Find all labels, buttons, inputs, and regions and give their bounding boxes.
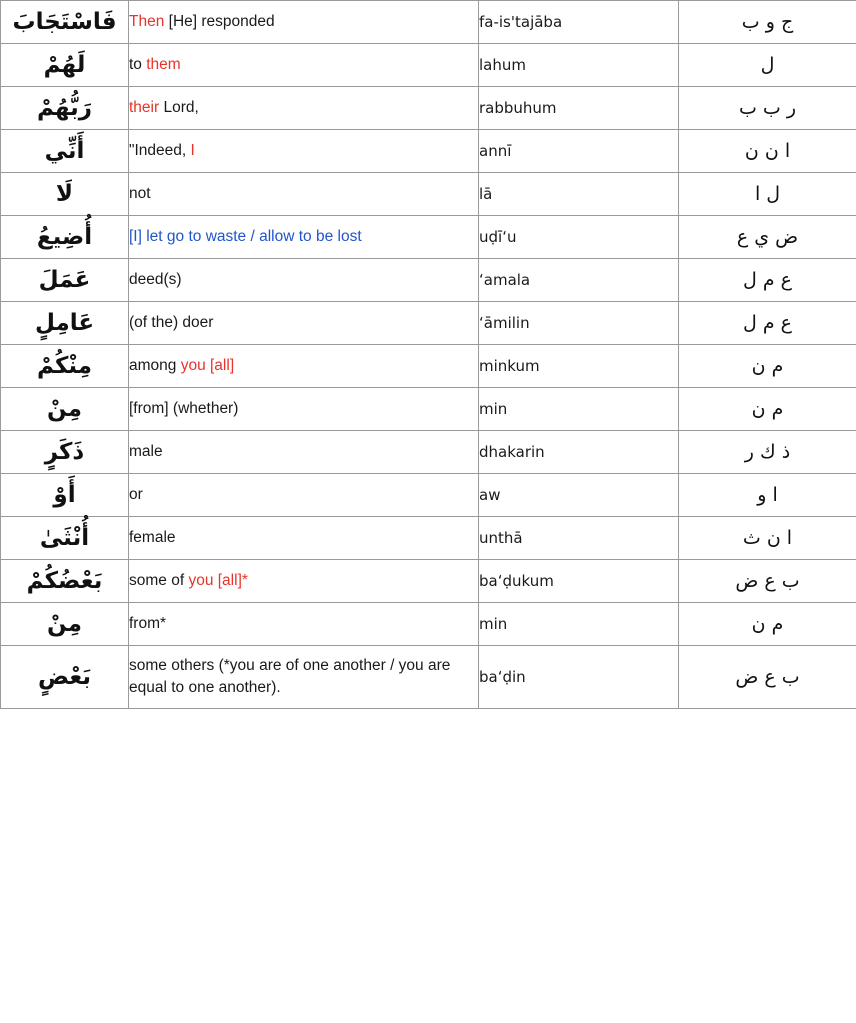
root-letters-cell: ل xyxy=(679,44,856,87)
root-letters-cell: ا ن ن xyxy=(679,130,856,173)
arabic-word-cell: بَعْضُكُمْ xyxy=(1,560,129,603)
meaning-segment: not xyxy=(129,184,151,202)
arabic-word-cell: أَنِّي xyxy=(1,130,129,173)
arabic-word-cell: بَعْضٍ xyxy=(1,646,129,709)
table-row xyxy=(1,259,856,302)
meaning-segment: [from] (whether) xyxy=(129,399,239,417)
transliteration-cell: dhakarin xyxy=(479,431,679,474)
meaning-segment: I xyxy=(190,141,195,159)
transliteration-cell: aw xyxy=(479,474,679,517)
transliteration-cell: min xyxy=(479,603,679,646)
transliteration-cell: fa-is'tajāba xyxy=(479,1,679,44)
meaning-cell xyxy=(129,345,479,388)
arabic-word-cell: عَامِلٍ xyxy=(1,302,129,345)
table-row xyxy=(1,560,856,603)
root-letters-cell: ذ ك ر xyxy=(679,431,856,474)
arabic-word-cell: مِنْ xyxy=(1,603,129,646)
table-row xyxy=(1,216,856,259)
table-row xyxy=(1,302,856,345)
meaning-segment: from* xyxy=(129,614,167,632)
meaning-segment: female xyxy=(129,528,176,546)
table-row xyxy=(1,87,856,130)
meaning-cell xyxy=(129,1,479,44)
meaning-cell xyxy=(129,302,479,345)
table-row xyxy=(1,173,856,216)
arabic-word-cell: لَهُمْ xyxy=(1,44,129,87)
meaning-segment: Then xyxy=(129,12,169,30)
transliteration-cell: baʻḍin xyxy=(479,646,679,709)
transliteration-cell: min xyxy=(479,388,679,431)
root-letters-cell: ب ع ض xyxy=(679,646,856,709)
arabic-word-cell: مِنْكُمْ xyxy=(1,345,129,388)
root-letters-cell: ا و xyxy=(679,474,856,517)
root-letters-cell: ب ع ض xyxy=(679,560,856,603)
table-row xyxy=(1,388,856,431)
root-letters-cell: ض ي ع xyxy=(679,216,856,259)
meaning-cell xyxy=(129,603,479,646)
meaning-segment: male xyxy=(129,442,163,460)
transliteration-cell: rabbuhum xyxy=(479,87,679,130)
table-row xyxy=(1,474,856,517)
root-letters-cell: ع م ل xyxy=(679,259,856,302)
meaning-segment: their xyxy=(129,98,164,116)
meaning-segment: Lord, xyxy=(163,98,199,116)
transliteration-cell: minkum xyxy=(479,345,679,388)
meaning-cell xyxy=(129,560,479,603)
meaning-segment: deed(s) xyxy=(129,270,182,288)
meaning-segment: let go to waste / allow to be lost xyxy=(146,227,362,245)
transliteration-cell: lahum xyxy=(479,44,679,87)
meaning-cell xyxy=(129,646,479,709)
meaning-segment: some others (*you are of one another / you are equal to one another). xyxy=(129,656,451,696)
meaning-segment: among xyxy=(129,356,181,374)
meaning-cell xyxy=(129,87,479,130)
transliteration-cell: annī xyxy=(479,130,679,173)
table-row xyxy=(1,130,856,173)
table-row xyxy=(1,431,856,474)
table-row xyxy=(1,44,856,87)
word-table-body xyxy=(1,1,856,709)
table-row xyxy=(1,646,856,709)
meaning-segment: them xyxy=(146,55,181,73)
table-row xyxy=(1,603,856,646)
transliteration-cell: unthā xyxy=(479,517,679,560)
root-letters-cell: م ن xyxy=(679,388,856,431)
meaning-cell xyxy=(129,130,479,173)
meaning-cell xyxy=(129,431,479,474)
meaning-segment: [He] responded xyxy=(168,12,275,30)
arabic-word-cell: ذَكَرٍ xyxy=(1,431,129,474)
meaning-segment: (of the) doer xyxy=(129,313,214,331)
arabic-word-cell: أُنْثَىٰ xyxy=(1,517,129,560)
meaning-segment: "Indeed, xyxy=(129,141,191,159)
meaning-segment: some of xyxy=(129,571,189,589)
meaning-cell xyxy=(129,474,479,517)
transliteration-cell: baʻḍukum xyxy=(479,560,679,603)
root-letters-cell: ج و ب xyxy=(679,1,856,44)
arabic-word-cell: أُضِيعُ xyxy=(1,216,129,259)
meaning-segment: [I] xyxy=(129,227,147,245)
meaning-cell xyxy=(129,388,479,431)
transliteration-cell: lā xyxy=(479,173,679,216)
root-letters-cell: ل ا xyxy=(679,173,856,216)
meaning-cell xyxy=(129,44,479,87)
meaning-cell xyxy=(129,259,479,302)
meaning-cell xyxy=(129,216,479,259)
meaning-segment: you [all] xyxy=(188,571,242,589)
meaning-segment: or xyxy=(129,485,143,503)
arabic-word-cell: لَا xyxy=(1,173,129,216)
root-letters-cell: ر ب ب xyxy=(679,87,856,130)
arabic-word-cell: مِنْ xyxy=(1,388,129,431)
meaning-segment: you [all] xyxy=(180,356,235,374)
transliteration-cell: uḍīʻu xyxy=(479,216,679,259)
root-letters-cell: م ن xyxy=(679,603,856,646)
root-letters-cell: ع م ل xyxy=(679,302,856,345)
arabic-word-cell: أَوْ xyxy=(1,474,129,517)
root-letters-cell: م ن xyxy=(679,345,856,388)
transliteration-cell: ʻamala xyxy=(479,259,679,302)
meaning-segment: to xyxy=(129,55,147,73)
meaning-segment: * xyxy=(241,571,248,589)
table-row xyxy=(1,345,856,388)
arabic-word-cell: فَاسْتَجَابَ xyxy=(1,1,129,44)
transliteration-cell: ʻāmilin xyxy=(479,302,679,345)
arabic-word-cell: رَبُّهُمْ xyxy=(1,87,129,130)
table-row xyxy=(1,1,856,44)
table-row xyxy=(1,517,856,560)
meaning-cell xyxy=(129,517,479,560)
root-letters-cell: ا ن ث xyxy=(679,517,856,560)
arabic-word-cell: عَمَلَ xyxy=(1,259,129,302)
meaning-cell xyxy=(129,173,479,216)
